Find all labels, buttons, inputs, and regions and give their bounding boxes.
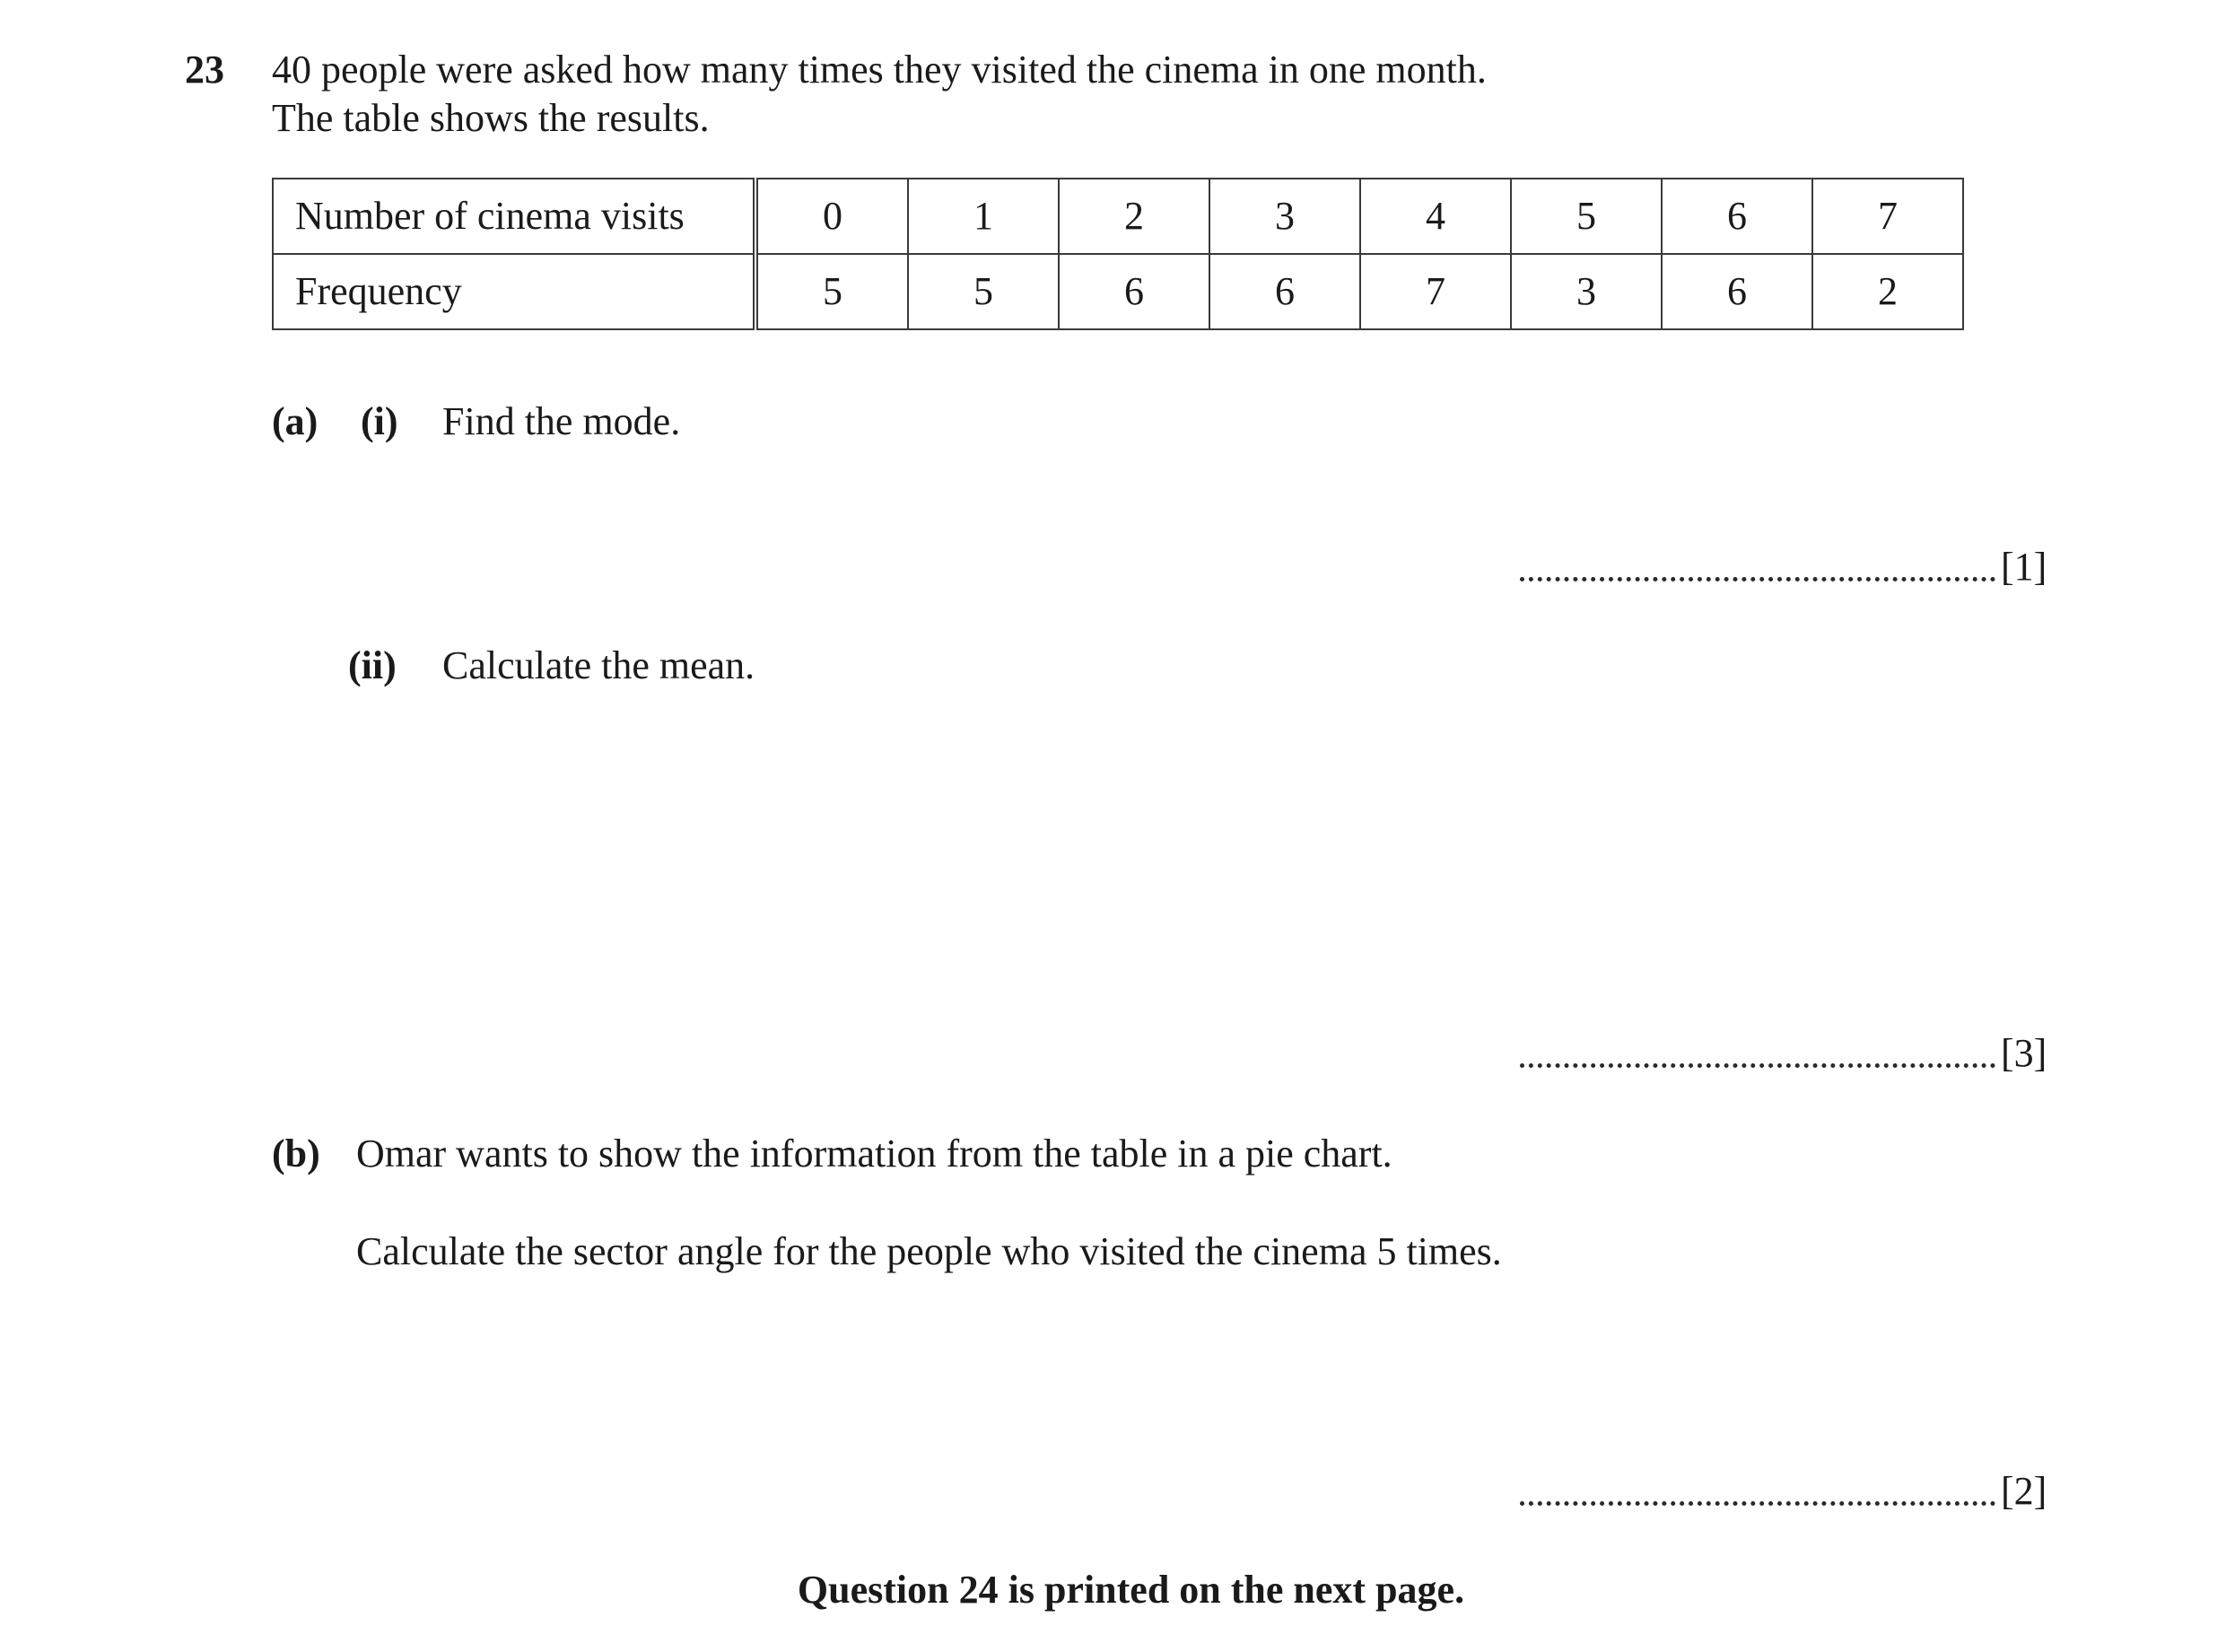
table-row-visits	[273, 179, 1963, 254]
table-cell-frequency: 5	[755, 254, 908, 329]
table-cell-frequency: 5	[908, 254, 1059, 329]
answer-line-b[interactable]	[1520, 1501, 1995, 1506]
part-a-i-prompt: Find the mode.	[442, 399, 681, 443]
question-number: 23	[185, 48, 224, 92]
footer-text: Question 24 is printed on the next page.	[797, 1568, 1465, 1612]
question-stem-line-1: 40 people were asked how many times they visited the cinema in one month.	[272, 48, 1487, 92]
table-cell-visits: 0	[755, 179, 908, 254]
part-a-ii-prompt: Calculate the mean.	[442, 643, 755, 687]
table-cell-frequency: 3	[1511, 254, 1662, 329]
page-footer	[0, 1570, 2226, 1610]
table-cell-visits: 7	[1812, 179, 1963, 254]
marks-a-ii: [3]	[2001, 1031, 2047, 1075]
part-a-label: (a)	[272, 399, 319, 443]
table-cell-visits: 4	[1360, 179, 1511, 254]
part-b-label: (b)	[272, 1132, 320, 1176]
question-stem-line-2: The table shows the results.	[272, 96, 710, 140]
part-b-prompt-line-2: Calculate the sector angle for the people who visited the cinema 5 times.	[356, 1229, 1502, 1273]
table-row-frequency	[273, 254, 1963, 329]
table-cell-frequency: 7	[1360, 254, 1511, 329]
part-b-prompt-line-1: Omar wants to show the information from the table in a pie chart.	[356, 1132, 1392, 1176]
part-a-i-label: (i)	[361, 399, 398, 443]
table-cell-frequency: 2	[1812, 254, 1963, 329]
marks-a-i: [1]	[2001, 545, 2047, 589]
answer-line-a-i[interactable]	[1520, 577, 1995, 581]
table-cell-visits: 1	[908, 179, 1059, 254]
table-header-visits: Number of cinema visits	[273, 179, 755, 254]
part-a-ii-label: (ii)	[348, 643, 397, 687]
answer-line-a-ii[interactable]	[1520, 1063, 1995, 1068]
table-cell-visits: 3	[1209, 179, 1360, 254]
table-cell-frequency: 6	[1059, 254, 1209, 329]
table-header-frequency: Frequency	[273, 254, 755, 329]
table-cell-visits: 2	[1059, 179, 1209, 254]
table-cell-frequency: 6	[1662, 254, 1812, 329]
marks-b: [2]	[2001, 1469, 2047, 1513]
frequency-table	[272, 178, 1964, 330]
table-cell-visits: 6	[1662, 179, 1812, 254]
table-cell-visits: 5	[1511, 179, 1662, 254]
table-cell-frequency: 6	[1209, 254, 1360, 329]
